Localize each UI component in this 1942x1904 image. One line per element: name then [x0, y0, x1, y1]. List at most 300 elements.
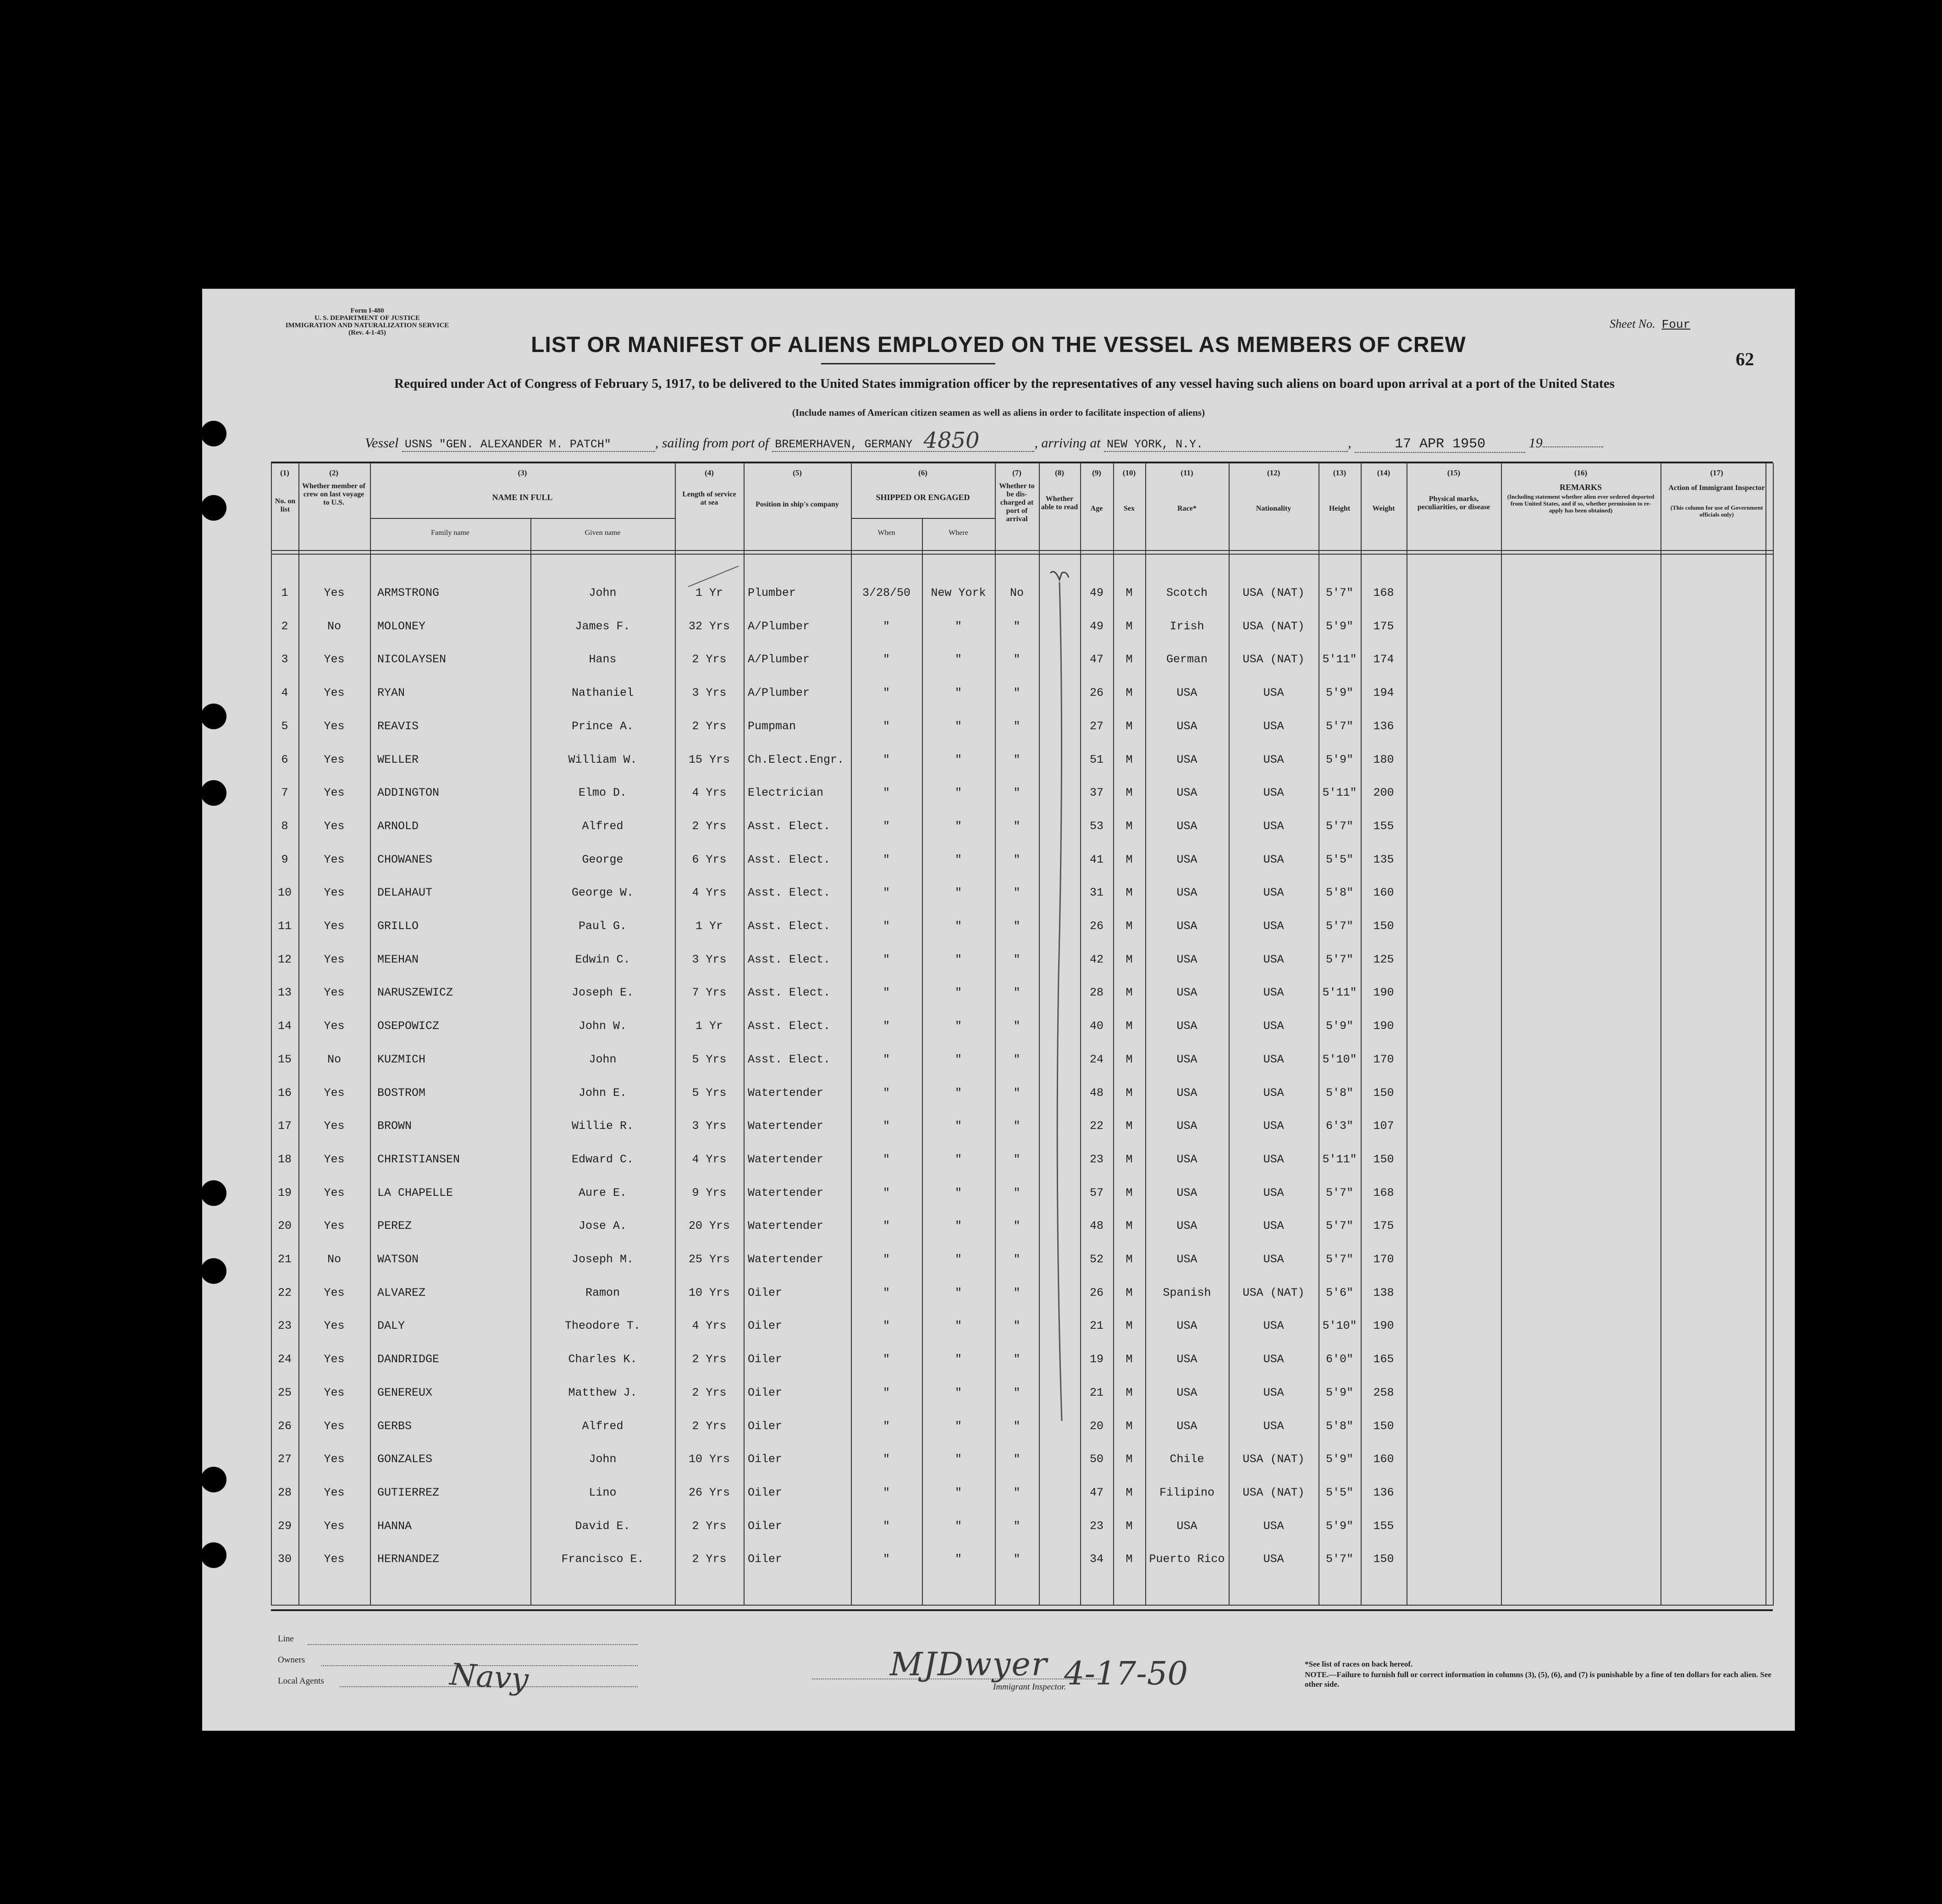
- cell-race: USA: [1176, 1253, 1197, 1266]
- cell-length-of-service: 10 Yrs: [688, 1453, 730, 1466]
- table-row: [202, 676, 1795, 709]
- cell-family-name: NARUSZEWICZ: [377, 986, 453, 1000]
- cell-discharged: ": [1013, 1286, 1021, 1299]
- cell-height: 5'7": [1325, 919, 1353, 933]
- table-row: [202, 1109, 1795, 1142]
- cell-weight: 200: [1373, 786, 1394, 800]
- cell-family-name: MEEHAN: [377, 952, 419, 966]
- vessel-label: Vessel: [365, 435, 399, 451]
- cell-given-name: John W.: [578, 1019, 627, 1033]
- cell-shipped-when: ": [883, 853, 890, 866]
- cell-nationality: USA (NAT): [1242, 653, 1305, 666]
- cell-position: Watertender: [748, 1253, 824, 1266]
- cell-shipped-where: ": [954, 1453, 962, 1466]
- cell-race: USA: [1176, 1519, 1197, 1533]
- cell-height: 5'7": [1325, 586, 1353, 600]
- races-note: *See list of races on back hereof.: [1305, 1660, 1413, 1668]
- owners-label: Owners: [278, 1655, 305, 1665]
- cell-shipped-when: ": [883, 1453, 890, 1466]
- cell-discharged: No: [1010, 586, 1024, 600]
- cell-row-number: 30: [277, 1552, 292, 1566]
- form-number: Form I-480: [350, 307, 384, 314]
- cell-shipped-where: ": [954, 1119, 962, 1133]
- cell-family-name: CHOWANES: [377, 853, 433, 866]
- cell-weight: 168: [1373, 1186, 1394, 1200]
- cell-discharged: ": [1013, 786, 1021, 800]
- cell-discharged: ": [1013, 1119, 1021, 1133]
- cell-position: Asst. Elect.: [748, 853, 831, 866]
- cell-nationality: USA: [1263, 1086, 1284, 1100]
- cell-race: USA: [1176, 919, 1197, 933]
- cell-discharged: ": [1013, 886, 1021, 900]
- cell-family-name: BOSTROM: [377, 1086, 426, 1100]
- cell-race: USA: [1176, 1386, 1197, 1399]
- cell-position: Asst. Elect.: [748, 952, 831, 966]
- cell-family-name: DANDRIDGE: [377, 1353, 440, 1366]
- cell-shipped-where: ": [954, 1019, 962, 1033]
- cell-shipped-where: ": [954, 1086, 962, 1100]
- cell-age: 52: [1089, 1253, 1103, 1266]
- cell-weight: 190: [1373, 986, 1394, 1000]
- page-title: LIST OR MANIFEST OF ALIENS EMPLOYED ON THE VESSEL AS MEMBERS OF CREW: [531, 333, 1466, 357]
- cell-position: Watertender: [748, 1219, 824, 1233]
- cell-row-number: 3: [281, 653, 288, 666]
- col-header-physical: Physical marks, peculiarities, or disease: [1417, 495, 1490, 511]
- table-row: [202, 1509, 1795, 1542]
- cell-given-name: George: [582, 853, 623, 866]
- table-row: [202, 1143, 1795, 1176]
- cell-row-number: 16: [277, 1086, 292, 1100]
- cell-given-name: Edward C.: [571, 1152, 634, 1166]
- cell-position: Plumber: [748, 586, 796, 600]
- cell-age: 24: [1089, 1052, 1103, 1066]
- cell-sex: M: [1125, 719, 1133, 733]
- cell-nationality: USA: [1263, 786, 1284, 800]
- cell-race: USA: [1176, 1219, 1197, 1233]
- cell-shipped-when: ": [883, 952, 890, 966]
- cell-length-of-service: 2 Yrs: [692, 1353, 727, 1366]
- cell-last-voyage: Yes: [324, 1419, 345, 1433]
- legal-subtitle: Required under Act of Congress of February 5, 1917, to be delivered to the United States immigration officer by the representatives of any vessel having such aliens on board upon arrival at a port of the United States: [394, 376, 1615, 391]
- cell-given-name: Joseph M.: [571, 1253, 634, 1266]
- cell-last-voyage: Yes: [324, 1552, 345, 1566]
- cell-length-of-service: 3 Yrs: [692, 686, 727, 700]
- cell-shipped-where: ": [954, 1519, 962, 1533]
- cell-height: 5'8": [1325, 1086, 1353, 1100]
- cell-last-voyage: Yes: [324, 1319, 345, 1333]
- cell-shipped-when: ": [883, 986, 890, 1000]
- col-number-4: (4): [705, 468, 714, 477]
- col-number-17: (17): [1710, 468, 1723, 477]
- col-header-action: Action of Immigrant Inspector: [1668, 484, 1765, 492]
- cell-discharged: ": [1013, 753, 1021, 766]
- cell-age: 23: [1089, 1519, 1103, 1533]
- cell-given-name: George W.: [571, 886, 634, 900]
- cell-height: 5'9": [1325, 1519, 1353, 1533]
- cell-age: 20: [1089, 1419, 1103, 1433]
- line-blank: [308, 1643, 638, 1645]
- cell-height: 5'8": [1325, 1419, 1353, 1433]
- cell-height: 5'9": [1325, 753, 1353, 766]
- cell-race: USA: [1176, 1152, 1197, 1166]
- cell-height: 5'9": [1325, 1453, 1353, 1466]
- cell-length-of-service: 25 Yrs: [688, 1253, 730, 1266]
- col-header-where: Where: [949, 529, 968, 537]
- cell-row-number: 25: [277, 1386, 292, 1399]
- cell-length-of-service: 15 Yrs: [688, 753, 730, 766]
- cell-nationality: USA (NAT): [1242, 586, 1305, 600]
- arrival-date: 17 APR 1950: [1355, 436, 1525, 453]
- cell-position: Asst. Elect.: [748, 986, 831, 1000]
- cell-family-name: HANNA: [377, 1519, 412, 1533]
- col-header-remarks-note: (Including statement whether alien ever ordered deported from United States, and if so, whether permission to re-apply has been obtained): [1507, 493, 1655, 514]
- sheet-number-label: Sheet No.: [1610, 317, 1655, 330]
- cell-weight: 175: [1373, 619, 1394, 633]
- cell-position: Asst. Elect.: [748, 886, 831, 900]
- cell-row-number: 15: [277, 1052, 292, 1066]
- col-header-weight: Weight: [1372, 505, 1395, 512]
- cell-given-name: Joseph E.: [571, 986, 634, 1000]
- col-header-shipped: SHIPPED OR ENGAGED: [876, 493, 970, 502]
- cell-family-name: ARNOLD: [377, 819, 419, 833]
- port-from: BREMERHAVEN, GERMANY: [775, 438, 913, 451]
- cell-position: Pumpman: [748, 719, 796, 733]
- cell-nationality: USA (NAT): [1242, 1486, 1305, 1499]
- cell-shipped-when: ": [883, 619, 890, 633]
- cell-row-number: 5: [281, 719, 288, 733]
- cell-last-voyage: No: [327, 1253, 341, 1266]
- cell-length-of-service: 3 Yrs: [692, 952, 727, 966]
- inspector-date: 4-17-50: [1064, 1655, 1188, 1692]
- cell-age: 23: [1089, 1152, 1103, 1166]
- cell-nationality: USA: [1263, 1186, 1284, 1200]
- table-row: [202, 1243, 1795, 1276]
- cell-position: A/Plumber: [748, 686, 810, 700]
- cell-race: Chile: [1170, 1453, 1204, 1466]
- cell-shipped-where: ": [954, 719, 962, 733]
- cell-position: Watertender: [748, 1186, 824, 1200]
- cell-shipped-when: ": [883, 653, 890, 666]
- cell-last-voyage: Yes: [324, 1186, 345, 1200]
- cell-shipped-when: ": [883, 786, 890, 800]
- cell-length-of-service: 1 Yr: [695, 586, 723, 600]
- table-row: [202, 843, 1795, 876]
- cell-age: 48: [1089, 1219, 1103, 1233]
- cell-weight: 136: [1373, 1486, 1394, 1499]
- cell-shipped-where: ": [954, 919, 962, 933]
- cell-race: Scotch: [1166, 586, 1208, 600]
- col-header-sex: Sex: [1124, 505, 1135, 512]
- cell-weight: 155: [1373, 1519, 1394, 1533]
- cell-family-name: GENEREUX: [377, 1386, 433, 1399]
- cell-weight: 175: [1373, 1219, 1394, 1233]
- cell-race: Puerto Rico: [1149, 1552, 1225, 1566]
- cell-discharged: ": [1013, 1519, 1021, 1533]
- cell-given-name: Theodore T.: [564, 1319, 641, 1333]
- cell-family-name: OSEPOWICZ: [377, 1019, 440, 1033]
- cell-shipped-where: ": [954, 986, 962, 1000]
- cell-discharged: ": [1013, 1052, 1021, 1066]
- cell-shipped-when: ": [883, 919, 890, 933]
- col-number-1: (1): [280, 468, 289, 477]
- cell-length-of-service: 26 Yrs: [688, 1486, 730, 1499]
- cell-race: Filipino: [1159, 1486, 1215, 1499]
- cell-discharged: ": [1013, 1419, 1021, 1433]
- cell-last-voyage: Yes: [324, 753, 345, 766]
- cell-sex: M: [1125, 1519, 1133, 1533]
- col-number-10: (10): [1122, 468, 1136, 477]
- cell-age: 21: [1089, 1386, 1103, 1399]
- col-header-nationality: Nationality: [1256, 505, 1291, 512]
- table-row: [202, 776, 1795, 809]
- cell-row-number: 2: [281, 619, 288, 633]
- cell-age: 48: [1089, 1086, 1103, 1100]
- cell-position: Watertender: [748, 1152, 824, 1166]
- cell-length-of-service: 5 Yrs: [692, 1052, 727, 1066]
- cell-age: 27: [1089, 719, 1103, 733]
- cell-age: 31: [1089, 886, 1103, 900]
- cell-discharged: ": [1013, 1453, 1021, 1466]
- col-header-read: Whether able to read: [1041, 495, 1078, 511]
- cell-given-name: Elmo D.: [578, 786, 627, 800]
- cell-length-of-service: 32 Yrs: [688, 619, 730, 633]
- cell-nationality: USA: [1263, 886, 1284, 900]
- cell-position: Oiler: [748, 1419, 783, 1433]
- col-header-service: Length of service at sea: [682, 490, 736, 506]
- cell-position: Asst. Elect.: [748, 1019, 831, 1033]
- cell-sex: M: [1125, 1253, 1133, 1266]
- cell-row-number: 18: [277, 1152, 292, 1166]
- cell-length-of-service: 2 Yrs: [692, 1519, 727, 1533]
- cell-nationality: USA: [1263, 819, 1284, 833]
- cell-age: 41: [1089, 853, 1103, 866]
- cell-weight: 160: [1373, 1453, 1394, 1466]
- col-number-13: (13): [1333, 468, 1346, 477]
- cell-row-number: 29: [277, 1519, 292, 1533]
- cell-last-voyage: No: [327, 619, 341, 633]
- cell-length-of-service: 7 Yrs: [692, 986, 727, 1000]
- cell-shipped-when: ": [883, 1319, 890, 1333]
- cell-discharged: ": [1013, 719, 1021, 733]
- table-row: [202, 809, 1795, 842]
- cell-sex: M: [1125, 1219, 1133, 1233]
- cell-row-number: 23: [277, 1319, 292, 1333]
- cell-height: 5'11": [1322, 986, 1357, 1000]
- cell-shipped-where: ": [954, 786, 962, 800]
- cell-nationality: USA: [1263, 1552, 1284, 1566]
- cell-last-voyage: Yes: [324, 919, 345, 933]
- cell-family-name: GERBS: [377, 1419, 412, 1433]
- cell-row-number: 26: [277, 1419, 292, 1433]
- col-number-2: (2): [329, 468, 338, 477]
- cell-nationality: USA: [1263, 686, 1284, 700]
- cell-discharged: ": [1013, 819, 1021, 833]
- cell-given-name: Edwin C.: [575, 952, 630, 966]
- cell-nationality: USA: [1263, 853, 1284, 866]
- cell-height: 5'9": [1325, 619, 1353, 633]
- cell-height: 5'9": [1325, 1386, 1353, 1399]
- cell-shipped-when: ": [883, 1086, 890, 1100]
- cell-shipped-when: ": [883, 886, 890, 900]
- cell-age: 49: [1089, 586, 1103, 600]
- cell-given-name: John: [589, 586, 617, 600]
- cell-length-of-service: 3 Yrs: [692, 1119, 727, 1133]
- cell-height: 5'11": [1322, 786, 1357, 800]
- cell-shipped-when: ": [883, 1552, 890, 1566]
- cell-position: Watertender: [748, 1086, 824, 1100]
- vessel-name: USNS "GEN. ALEXANDER M. PATCH": [402, 438, 655, 452]
- cell-row-number: 24: [277, 1353, 292, 1366]
- cell-race: USA: [1176, 1052, 1197, 1066]
- cell-shipped-when: ": [883, 1052, 890, 1066]
- sheet-number: [1610, 317, 1690, 331]
- cell-race: USA: [1176, 1019, 1197, 1033]
- cell-shipped-where: ": [954, 1552, 962, 1566]
- cell-height: 5'5": [1325, 1486, 1353, 1499]
- cell-family-name: GRILLO: [377, 919, 419, 933]
- inspector-label: Immigrant Inspector.: [993, 1682, 1066, 1692]
- inspector-signature: MJDwyer: [890, 1645, 1048, 1683]
- cell-weight: 190: [1373, 1319, 1394, 1333]
- cell-race: Spanish: [1163, 1286, 1211, 1299]
- cell-family-name: BROWN: [377, 1119, 412, 1133]
- header-bottom-rule-2: [271, 554, 1773, 555]
- cell-row-number: 20: [277, 1219, 292, 1233]
- cell-shipped-when: ": [883, 1386, 890, 1399]
- cell-last-voyage: Yes: [324, 952, 345, 966]
- cell-family-name: PEREZ: [377, 1219, 412, 1233]
- cell-shipped-when: ": [883, 1253, 890, 1266]
- cell-last-voyage: Yes: [324, 1286, 345, 1299]
- cell-row-number: 1: [281, 586, 288, 600]
- cell-age: 47: [1089, 653, 1103, 666]
- cell-row-number: 10: [277, 886, 292, 900]
- cell-position: Electrician: [748, 786, 824, 800]
- cell-shipped-where: ": [954, 819, 962, 833]
- cell-sex: M: [1125, 1386, 1133, 1399]
- cell-nationality: USA (NAT): [1242, 619, 1305, 633]
- col-number-9: (9): [1092, 468, 1101, 477]
- cell-height: 5'7": [1325, 1253, 1353, 1266]
- cell-discharged: ": [1013, 919, 1021, 933]
- cell-weight: 107: [1373, 1119, 1394, 1133]
- cell-age: 28: [1089, 986, 1103, 1000]
- cell-row-number: 17: [277, 1119, 292, 1133]
- cell-nationality: USA: [1263, 1119, 1284, 1133]
- cell-discharged: ": [1013, 653, 1021, 666]
- cell-row-number: 14: [277, 1019, 292, 1033]
- cell-race: USA: [1176, 1119, 1197, 1133]
- cell-last-voyage: Yes: [324, 1386, 345, 1399]
- cell-family-name: DELAHAUT: [377, 886, 433, 900]
- table-row: [202, 1442, 1795, 1475]
- cell-height: 5'7": [1325, 819, 1353, 833]
- cell-shipped-when: ": [883, 1019, 890, 1033]
- cell-given-name: Prince A.: [571, 719, 634, 733]
- cell-row-number: 27: [277, 1453, 292, 1466]
- cell-weight: 125: [1373, 952, 1394, 966]
- col-header-no: No. on list: [275, 497, 296, 513]
- col-header-voyage: Whether member of crew on last voyage to U.S.: [302, 482, 366, 506]
- cell-length-of-service: 4 Yrs: [692, 786, 727, 800]
- cell-given-name: Nathaniel: [571, 686, 634, 700]
- cell-sex: M: [1125, 1086, 1133, 1100]
- cell-given-name: Willie R.: [571, 1119, 634, 1133]
- cell-length-of-service: 20 Yrs: [688, 1219, 730, 1233]
- cell-shipped-where: ": [954, 1319, 962, 1333]
- cell-last-voyage: Yes: [324, 1019, 345, 1033]
- cell-given-name: James F.: [575, 619, 630, 633]
- table-row: [202, 1276, 1795, 1309]
- cell-race: USA: [1176, 1353, 1197, 1366]
- cell-age: 53: [1089, 819, 1103, 833]
- cell-shipped-where: ": [954, 853, 962, 866]
- cell-shipped-when: ": [883, 819, 890, 833]
- cell-race: USA: [1176, 886, 1197, 900]
- cell-position: Oiler: [748, 1519, 783, 1533]
- cell-shipped-when: ": [883, 1519, 890, 1533]
- cell-height: 5'9": [1325, 1019, 1353, 1033]
- col-header-position: Position in ship's company: [756, 501, 839, 508]
- table-row: [202, 576, 1795, 609]
- cell-length-of-service: 2 Yrs: [692, 1386, 727, 1399]
- cell-length-of-service: 1 Yr: [695, 919, 723, 933]
- col-number-8: (8): [1055, 468, 1064, 477]
- cell-length-of-service: 4 Yrs: [692, 886, 727, 900]
- table-row: [202, 1076, 1795, 1109]
- cell-shipped-when: ": [883, 1486, 890, 1499]
- cell-length-of-service: 4 Yrs: [692, 1319, 727, 1333]
- cell-height: 5'7": [1325, 1219, 1353, 1233]
- cell-position: Oiler: [748, 1286, 783, 1299]
- cell-nationality: USA: [1263, 1019, 1284, 1033]
- col-number-15: (15): [1447, 468, 1461, 477]
- cell-height: 5'8": [1325, 886, 1353, 900]
- cell-position: Oiler: [748, 1486, 783, 1499]
- cell-age: 49: [1089, 619, 1103, 633]
- cell-row-number: 12: [277, 952, 292, 966]
- cell-row-number: 7: [281, 786, 288, 800]
- cell-position: Oiler: [748, 1319, 783, 1333]
- cell-age: 50: [1089, 1453, 1103, 1466]
- cell-weight: 160: [1373, 886, 1394, 900]
- cell-discharged: ": [1013, 986, 1021, 1000]
- cell-discharged: ": [1013, 1253, 1021, 1266]
- table-row: [202, 976, 1795, 1009]
- cell-shipped-where: ": [954, 619, 962, 633]
- cell-length-of-service: 5 Yrs: [692, 1086, 727, 1100]
- cell-last-voyage: Yes: [324, 1152, 345, 1166]
- cell-sex: M: [1125, 1486, 1133, 1499]
- service-name: IMMIGRATION AND NATURALIZATION SERVICE: [285, 322, 449, 329]
- cell-length-of-service: 9 Yrs: [692, 1186, 727, 1200]
- cell-nationality: USA: [1263, 1152, 1284, 1166]
- sailing-label: , sailing from port of: [655, 435, 769, 451]
- table-row: [202, 876, 1795, 909]
- cell-shipped-where: ": [954, 1286, 962, 1299]
- cell-race: USA: [1176, 986, 1197, 1000]
- cell-discharged: ": [1013, 1086, 1021, 1100]
- instruction-note: (Include names of American citizen seamen as well as aliens in order to facilitate inspection of aliens): [792, 407, 1205, 418]
- cell-sex: M: [1125, 653, 1133, 666]
- table-row: [202, 1309, 1795, 1342]
- cell-given-name: Lino: [589, 1486, 617, 1499]
- cell-family-name: RYAN: [377, 686, 405, 700]
- cell-height: 5'7": [1325, 1186, 1353, 1200]
- cell-race: USA: [1176, 1419, 1197, 1433]
- cell-discharged: ": [1013, 1319, 1021, 1333]
- cell-row-number: 22: [277, 1286, 292, 1299]
